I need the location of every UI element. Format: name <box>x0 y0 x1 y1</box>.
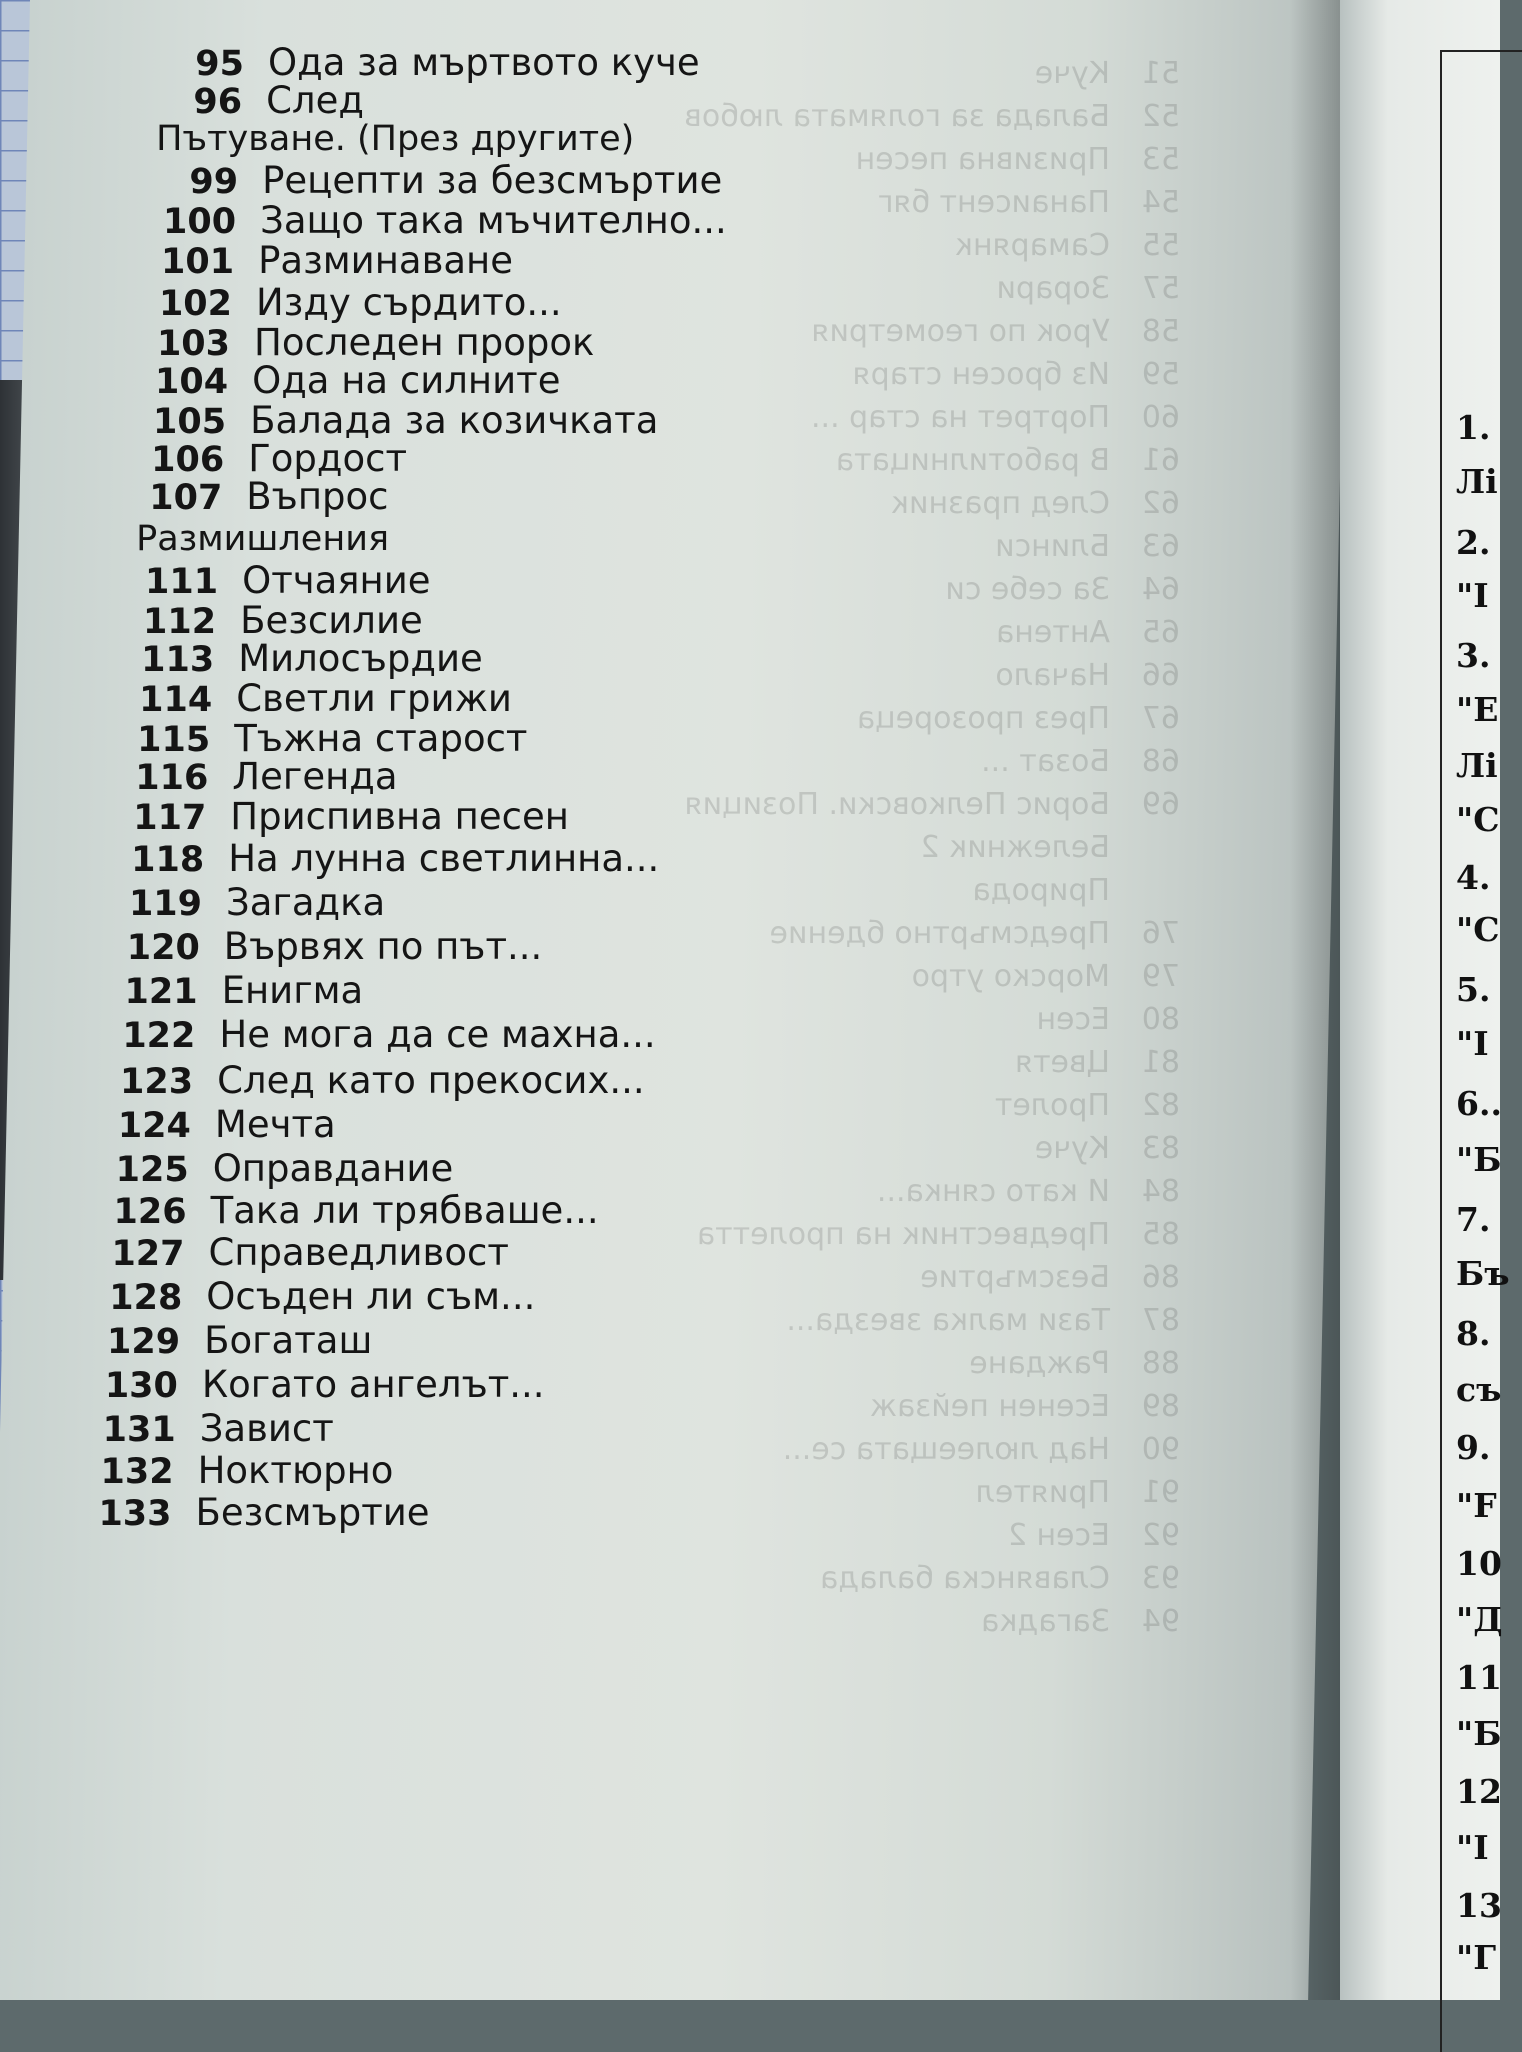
ghost-title: Природа <box>972 873 1110 908</box>
entry-title: Енигма <box>221 969 364 1012</box>
entry-title: Балада за козичката <box>250 399 659 442</box>
page-number: 114 <box>139 680 213 720</box>
ghost-title: Антена <box>995 615 1110 650</box>
entry-title: Ноктюрно <box>197 1449 394 1492</box>
page-number: 121 <box>124 972 198 1012</box>
page-number: 95 <box>195 44 244 84</box>
page-number: 111 <box>145 562 219 602</box>
page-number: 105 <box>153 402 227 442</box>
toc-entry <box>84 1491 430 1534</box>
entry-title: Защо така мъчително... <box>260 199 727 242</box>
entry-title: След <box>266 79 364 122</box>
facing-page-line: 1. <box>1456 408 1491 447</box>
ghost-number: 85 <box>1141 1217 1180 1252</box>
toc-entry <box>88 1407 334 1450</box>
entry-title: Когато ангелът... <box>201 1363 545 1406</box>
toc-entry <box>120 755 398 798</box>
ghost-title: Балада за голямата любов <box>684 99 1110 134</box>
ghost-number: 93 <box>1141 1561 1180 1596</box>
toc-entry <box>114 881 386 924</box>
page-number: 107 <box>149 478 223 518</box>
toc-entry <box>136 437 407 480</box>
page-number: 99 <box>189 162 239 202</box>
toc-entry <box>134 475 389 518</box>
ghost-number: 54 <box>1141 185 1180 220</box>
ghost-title: Куче <box>1034 1131 1110 1166</box>
toc-entry <box>156 41 700 84</box>
facing-page-line: 12 <box>1456 1772 1502 1811</box>
ghost-title: Приятел <box>975 1475 1110 1510</box>
entry-title: Оправдание <box>212 1147 454 1190</box>
ghost-title: И като сянка... <box>876 1174 1110 1209</box>
facing-page-line: 9. <box>1456 1428 1491 1467</box>
entry-title: Гордост <box>248 437 407 480</box>
page-number: 120 <box>126 928 200 968</box>
ghost-title: Славянска балада <box>820 1561 1110 1596</box>
page-number: 122 <box>122 1016 196 1056</box>
page-number: 104 <box>155 362 229 402</box>
toc-entry <box>142 321 595 364</box>
toc-entry <box>154 79 364 122</box>
toc-entry <box>126 637 483 680</box>
page-number: 100 <box>163 202 237 242</box>
ghost-title: Урок по геометрия <box>811 314 1110 349</box>
toc-entry <box>90 1363 545 1406</box>
ghost-title: Безсмъртие <box>920 1260 1110 1295</box>
ghost-number: 58 <box>1141 314 1180 349</box>
ghost-number: 90 <box>1141 1432 1180 1467</box>
toc-entry <box>92 1319 373 1362</box>
toc-entry <box>138 399 659 442</box>
ghost-title: Начало <box>995 658 1110 693</box>
entry-title: Рецепти за безсмъртие <box>262 159 723 202</box>
page-number: 132 <box>100 1452 174 1492</box>
entry-title: Безсилие <box>240 599 423 642</box>
facing-page-line: "I <box>1456 1828 1489 1867</box>
entry-title: Справедливост <box>208 1231 509 1274</box>
ghost-number: 55 <box>1141 228 1180 263</box>
facing-page-line: 4. <box>1456 858 1491 897</box>
ghost-number: 68 <box>1141 744 1180 779</box>
ghost-title: Морско утро <box>911 959 1110 994</box>
facing-page-line: "F <box>1456 1486 1497 1525</box>
facing-page-line: "Б <box>1456 1714 1502 1753</box>
facing-page-line: 3. <box>1456 636 1491 675</box>
ghost-title: Загадка <box>980 1604 1110 1639</box>
page-number: 130 <box>104 1366 178 1406</box>
entry-title: Не мога да се махна... <box>219 1013 656 1056</box>
ghost-number: 62 <box>1141 486 1180 521</box>
page-number: 118 <box>131 840 205 880</box>
entry-title: Осъден ли съм... <box>206 1275 536 1318</box>
ghost-number: 91 <box>1141 1475 1180 1510</box>
ghost-title: В работилницата <box>835 443 1110 478</box>
ghost-number: 67 <box>1141 701 1180 736</box>
ghost-number: 94 <box>1141 1604 1180 1639</box>
page-number: 116 <box>135 758 209 798</box>
page-number: 102 <box>158 284 232 324</box>
ghost-number: 63 <box>1141 529 1180 564</box>
ghost-title: Пролет <box>994 1088 1110 1123</box>
ghost-title: Есенен пейзаж <box>869 1389 1110 1424</box>
ghost-title: Цветя <box>1015 1045 1110 1080</box>
facing-page-line: 5. <box>1456 970 1491 1009</box>
ghost-number: 66 <box>1141 658 1180 693</box>
ghost-title: Есен 2 <box>1007 1518 1110 1553</box>
ghost-number: 87 <box>1141 1303 1180 1338</box>
entry-title: Вървях по път... <box>223 925 543 968</box>
ghost-title: Есен <box>1036 1002 1110 1037</box>
facing-page-line: "I <box>1456 1024 1489 1063</box>
ghost-title: Над люлеещата се... <box>782 1432 1110 1467</box>
ghost-title: Раждане <box>969 1346 1110 1381</box>
page-number: 115 <box>137 720 211 760</box>
page-number: 128 <box>109 1278 183 1318</box>
ghost-title: Предсмъртно бдение <box>769 916 1110 951</box>
facing-page-line: "Б <box>1456 1140 1502 1179</box>
ghost-number: 82 <box>1141 1088 1180 1123</box>
ghost-title: През прозореца <box>856 701 1110 736</box>
ghost-title: Зорари <box>996 271 1110 306</box>
page-number: 112 <box>143 602 217 642</box>
facing-page-line: Бъ <box>1456 1254 1510 1293</box>
ghost-number: 81 <box>1141 1045 1180 1080</box>
facing-page-line: 8. <box>1456 1314 1491 1353</box>
toc-entry <box>140 359 561 402</box>
toc-entry <box>118 795 569 838</box>
page-number: 103 <box>156 324 230 364</box>
ghost-number: 76 <box>1141 916 1180 951</box>
ghost-title: Портрет на стар ... <box>810 400 1110 435</box>
ghost-title: Борис Пелковски. Позиция <box>684 787 1110 822</box>
entry-title: Легенда <box>232 755 398 798</box>
ghost-number: 57 <box>1141 271 1180 306</box>
ghost-number: 53 <box>1141 142 1180 177</box>
page-number: 96 <box>193 82 243 122</box>
ghost-title: Куче <box>1034 56 1110 91</box>
page-number: 129 <box>107 1322 181 1362</box>
ghost-title: Блинси <box>995 529 1110 564</box>
entry-title: Светли грижи <box>236 677 512 720</box>
entry-title: Въпрос <box>246 475 389 518</box>
ghost-number: 84 <box>1141 1174 1180 1209</box>
page-number: 119 <box>128 884 202 924</box>
toc-entry <box>128 599 423 642</box>
toc-entry <box>86 1449 394 1492</box>
toc-entry <box>130 559 431 602</box>
toc-entry <box>144 281 562 324</box>
ghost-number: 51 <box>1141 56 1180 91</box>
page-number: 133 <box>98 1494 172 1534</box>
page-number: 123 <box>120 1062 194 1102</box>
entry-title: На лунна светлинна... <box>228 837 660 880</box>
toc-entry <box>99 1189 599 1232</box>
toc-entry <box>110 969 364 1012</box>
ghost-number: 69 <box>1141 787 1180 822</box>
ghost-number: 83 <box>1141 1131 1180 1166</box>
toc-entry <box>94 1275 536 1318</box>
page-number: 101 <box>161 242 235 282</box>
ghost-number: 80 <box>1141 1002 1180 1037</box>
ghost-number: 61 <box>1141 443 1180 478</box>
facing-page-line: Лі <box>1456 462 1498 501</box>
page-number: 126 <box>113 1192 187 1232</box>
toc-entry <box>103 1103 336 1146</box>
facing-page-line: "Г <box>1456 1938 1496 1977</box>
ghost-number: 65 <box>1141 615 1180 650</box>
ghost-number: 59 <box>1141 357 1180 392</box>
page-number: 131 <box>102 1410 176 1450</box>
page-number: 127 <box>111 1234 185 1274</box>
toc-entry <box>116 837 660 880</box>
entry-title: Ода на силните <box>252 359 561 402</box>
page-number: 113 <box>141 640 215 680</box>
toc-entry <box>97 1231 509 1274</box>
entry-title: Завист <box>199 1407 334 1450</box>
page-number: 106 <box>151 440 225 480</box>
ghost-title: За себе си <box>945 572 1110 607</box>
facing-page-line: "E <box>1456 690 1499 729</box>
toc-entry <box>124 677 512 720</box>
ghost-title: Панаисент бяг <box>877 185 1110 220</box>
entry-title: Тъжна старост <box>234 717 528 760</box>
facing-page-line: Лі <box>1456 746 1498 785</box>
toc-entry <box>122 717 528 760</box>
toc-entry <box>105 1059 645 1102</box>
page-number: 125 <box>115 1150 189 1190</box>
ghost-title: Предвестник на пролетта <box>696 1217 1110 1252</box>
section-heading: Пътуване. (През другите) <box>156 119 635 159</box>
entry-title: Мечта <box>214 1103 336 1146</box>
ghost-title: Бозат ... <box>981 744 1110 779</box>
toc-entry <box>112 925 543 968</box>
facing-page-line: 2. <box>1456 523 1491 562</box>
entry-title: Приспивна песен <box>230 795 569 838</box>
toc-entry <box>101 1147 454 1190</box>
ghost-number: 92 <box>1141 1518 1180 1553</box>
page-number: 117 <box>133 798 207 838</box>
entry-title: Отчаяние <box>242 559 431 602</box>
toc-entry <box>107 1013 656 1056</box>
ghost-number: 89 <box>1141 1389 1180 1424</box>
ghost-number: 60 <box>1141 400 1180 435</box>
section-heading: Размишления <box>136 519 390 559</box>
ghost-title: Самарянк <box>954 228 1110 263</box>
facing-page-line: "Д <box>1456 1600 1503 1639</box>
entry-title: Разминаване <box>258 239 514 282</box>
ghost-title: Бележник 2 <box>920 830 1110 865</box>
facing-page-line: "I <box>1456 576 1489 615</box>
facing-page-line: "C <box>1456 800 1500 839</box>
facing-page-line: 13 <box>1456 1886 1502 1925</box>
entry-title: Последен пророк <box>254 321 595 364</box>
ghost-title: Призивна песен <box>855 142 1110 177</box>
toc-entry <box>148 199 727 242</box>
ghost-number: 88 <box>1141 1346 1180 1381</box>
ghost-number: 52 <box>1141 99 1180 134</box>
entry-title: Изду сърдито... <box>256 281 562 324</box>
facing-page-line: 6.. <box>1456 1084 1502 1123</box>
ghost-number: 64 <box>1141 572 1180 607</box>
ghost-title: Тази малка звезда... <box>786 1303 1110 1338</box>
entry-title: Загадка <box>226 881 386 924</box>
facing-page-line: 11 <box>1456 1658 1502 1697</box>
entry-title: Милосърдие <box>238 637 483 680</box>
facing-page-line: съ <box>1456 1370 1502 1409</box>
ghost-title: След празник <box>890 486 1110 521</box>
facing-page-line: 10 <box>1456 1544 1502 1583</box>
entry-title: Ода за мъртвото куче <box>268 41 700 84</box>
toc-entry <box>146 239 514 282</box>
ghost-title: Из бросен старя <box>852 357 1110 392</box>
facing-page-line: 7. <box>1456 1200 1491 1239</box>
page-number: 124 <box>117 1106 191 1146</box>
ghost-number: 79 <box>1141 959 1180 994</box>
entry-title: След като прекосих... <box>217 1059 645 1102</box>
facing-page-line: "C <box>1456 910 1500 949</box>
ghost-number: 86 <box>1141 1260 1180 1295</box>
entry-title: Така ли трябваше... <box>210 1189 599 1232</box>
toc-entry <box>150 159 723 202</box>
entry-title: Богаташ <box>204 1319 373 1362</box>
entry-title: Безсмъртие <box>195 1491 430 1534</box>
